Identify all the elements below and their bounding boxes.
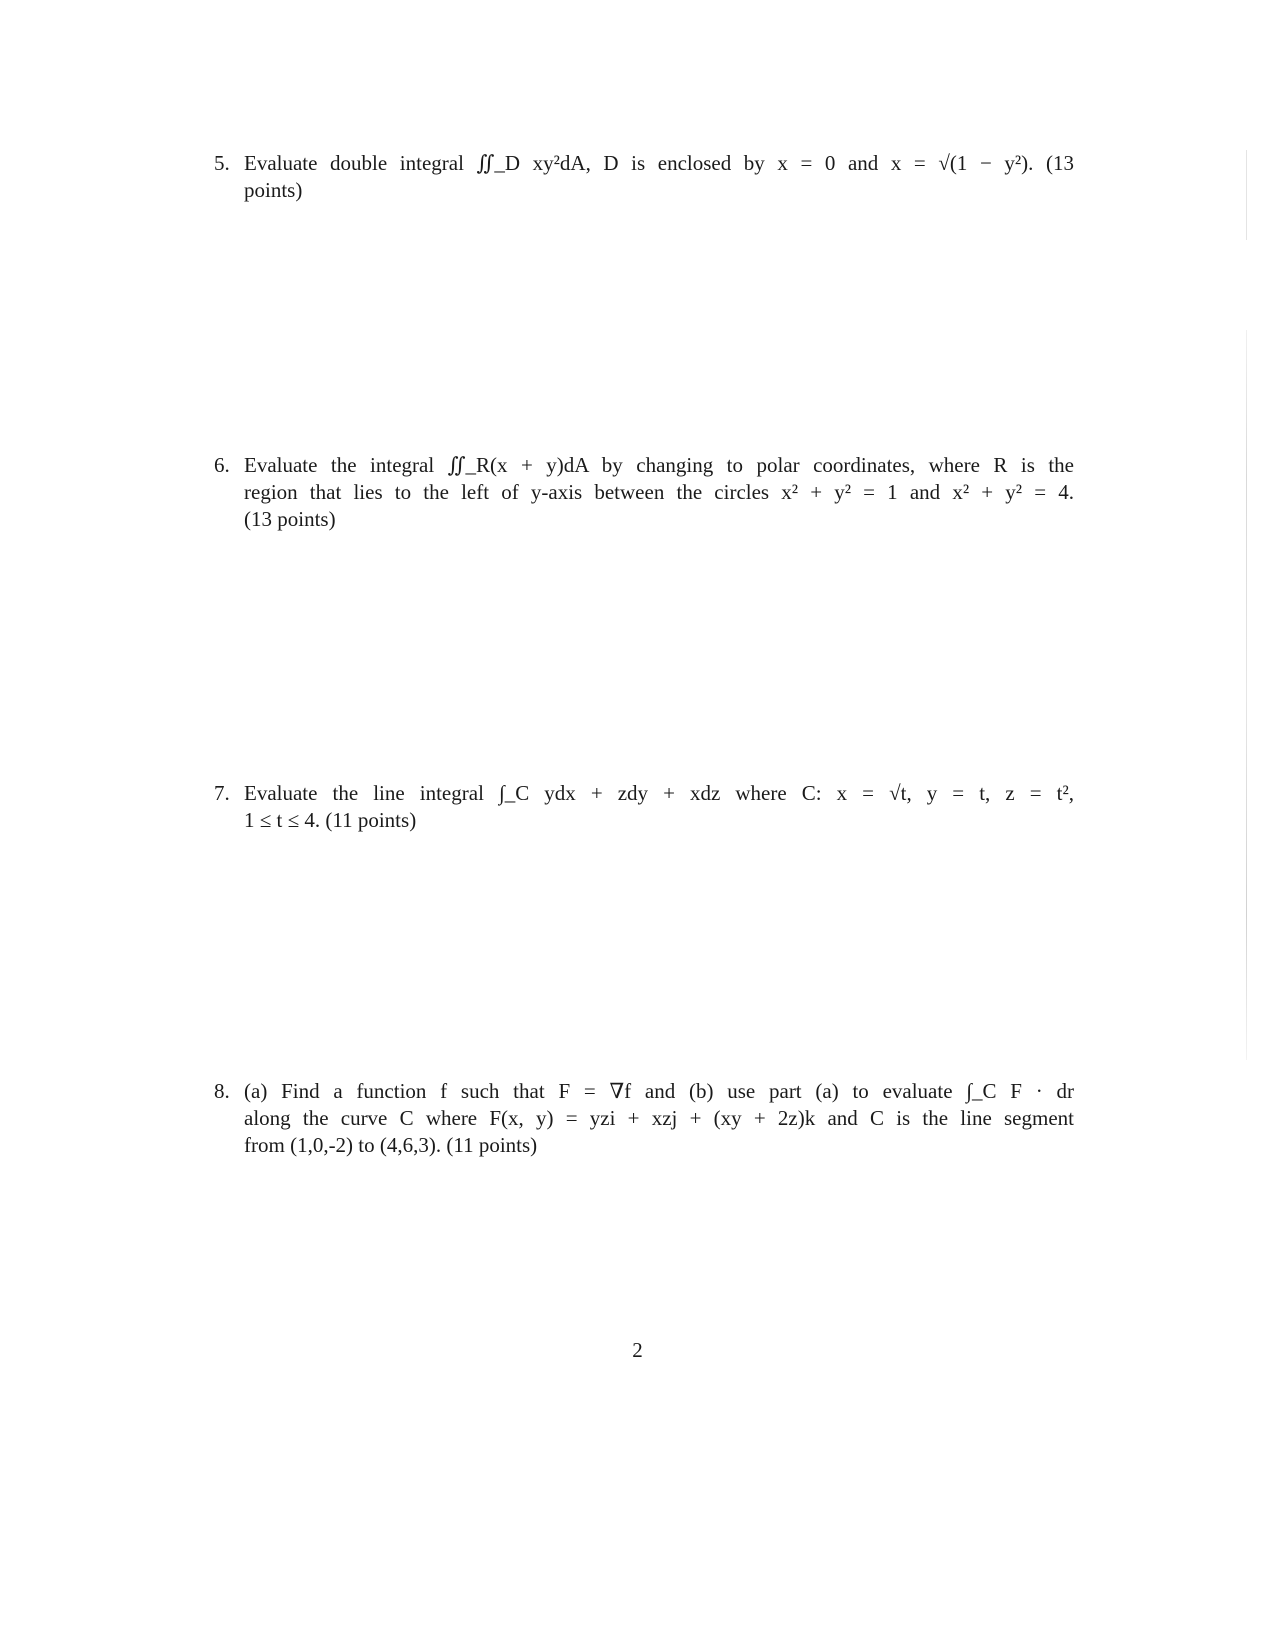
problem-text-line: from (1,0,-2) to (4,6,3). (11 points) [244, 1133, 538, 1157]
problem-number: 8. [214, 1079, 230, 1103]
problem-text-line: region that lies to the left of y-axis between the circles x² + y² = 1 and x² + y² = 4. [244, 480, 1074, 504]
problem-text-line: Evaluate double integral ∬_D xy²dA, D is enclosed by x = 0 and x = √(1 − y²). (13 [244, 151, 1074, 175]
problem-text-line: Evaluate the integral ∬_R(x + y)dA by changing to polar coordinates, where R is the [244, 453, 1074, 477]
problem-5 [214, 150, 1074, 204]
problem-7 [214, 780, 1074, 834]
problem-text-line: (13 points) [244, 507, 336, 531]
problem-number: 5. [214, 151, 230, 175]
scan-edge-mark [1246, 330, 1247, 1060]
scan-edge-mark [1246, 150, 1247, 240]
problem-6 [214, 452, 1074, 533]
page-number: 2 [632, 1338, 643, 1362]
problem-text-line: Evaluate the line integral ∫_C ydx + zdy + xdz where C: x = √t, y = t, z = t², [244, 781, 1074, 805]
problem-text-line: points) [244, 178, 303, 202]
problem-number: 7. [214, 781, 230, 805]
problem-text-line: (a) Find a function f such that F = ∇f and (b) use part (a) to evaluate ∫_C F · dr [244, 1079, 1074, 1103]
problem-text-line: 1 ≤ t ≤ 4. (11 points) [244, 808, 417, 832]
problem-8 [214, 1078, 1074, 1159]
problem-number: 6. [214, 453, 230, 477]
problem-text-line: along the curve C where F(x, y) = yzi + xzj + (xy + 2z)k and C is the line segment [244, 1106, 1074, 1130]
